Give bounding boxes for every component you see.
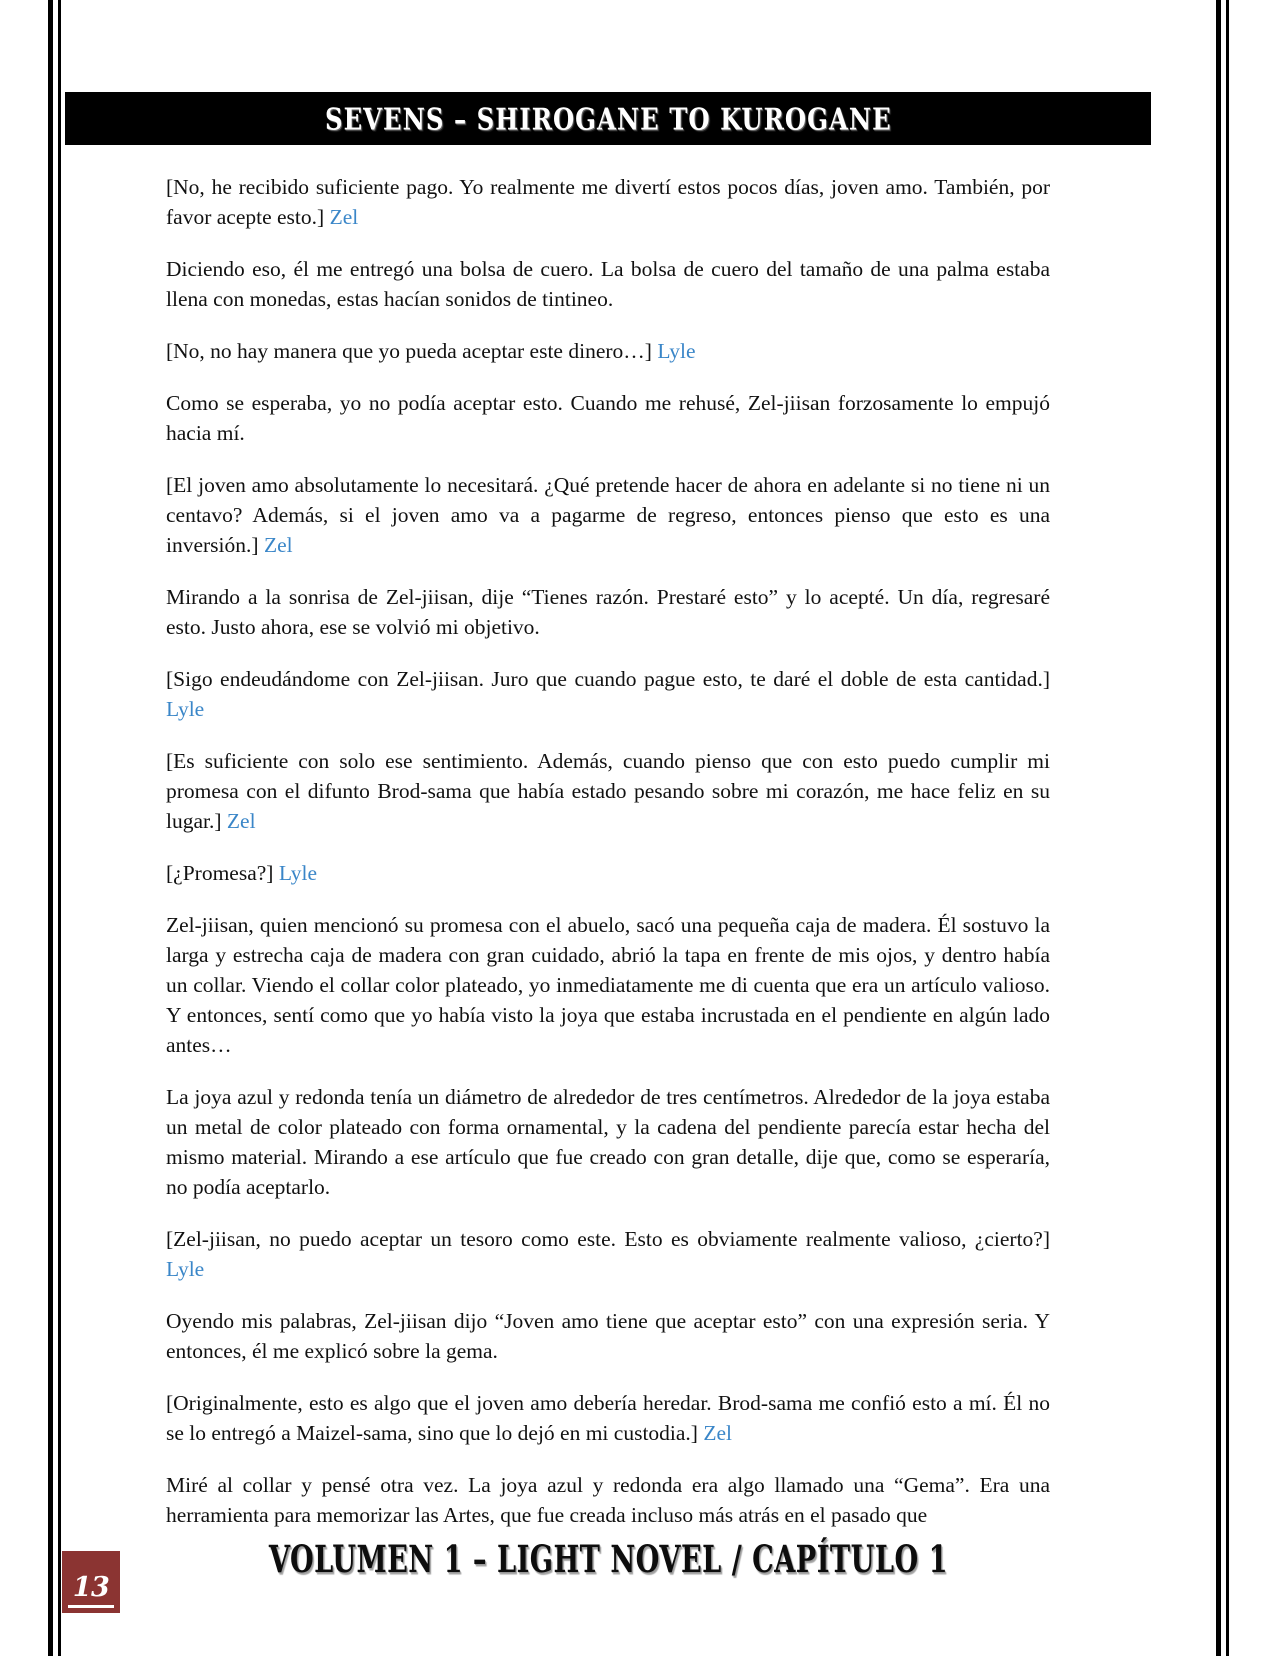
paragraph-text: [Es suficiente con solo ese sentimiento. Además, cuando pienso que con esto puedo cumplir mi promesa con el difunto Brod-sama que había estado pesando sobre mi corazón, me hace feliz en su lugar.] <box>166 749 1050 833</box>
body-paragraph <box>166 1306 1050 1366</box>
header-banner <box>65 92 1151 145</box>
body-paragraph <box>166 582 1050 642</box>
left-border-rule-outer <box>48 0 53 1656</box>
paragraph-text: Mirando a la sonrisa de Zel-jiisan, dije “Tienes razón. Prestaré esto” y lo acepté. Un día, regresaré esto. Justo ahora, ese se volvió mi objetivo. <box>166 585 1050 639</box>
paragraph-text: [Sigo endeudándome con Zel-jiisan. Juro que cuando pague esto, te daré el doble de esta cantidad.] <box>166 667 1050 691</box>
paragraph-text: [El joven amo absolutamente lo necesitará. ¿Qué pretende hacer de ahora en adelante si no tiene ni un centavo? Además, si el joven amo va a pagarme de regreso, entonces pienso que esto es una inversión.] <box>166 473 1050 557</box>
paragraph-text: Como se esperaba, yo no podía aceptar esto. Cuando me rehusé, Zel-jiisan forzosamente lo empujó hacia mí. <box>166 391 1050 445</box>
body-paragraph <box>166 910 1050 1060</box>
right-border-rule-outer <box>1216 0 1221 1656</box>
speaker-tag: Zel <box>226 809 256 833</box>
speaker-tag: Zel <box>329 205 359 229</box>
speaker-tag: Lyle <box>278 861 318 885</box>
speaker-tag: Zel <box>703 1421 732 1445</box>
body-paragraph <box>166 1082 1050 1202</box>
body-paragraph <box>166 172 1050 232</box>
body-paragraph <box>166 254 1050 314</box>
paragraph-text: [¿Promesa?] <box>166 861 279 885</box>
paragraph-text: [Originalmente, esto es algo que el joven amo debería heredar. Brod-sama me confió esto a mí. Él no se lo entregó a Maizel-sama, sino que lo dejó en mi custodia.] <box>166 1391 1050 1445</box>
paragraph-text: Miré al collar y pensé otra vez. La joya azul y redonda era algo llamado una “Gema”. Era una herramienta para memorizar las Artes, que fue creada incluso más atrás en el pasado que <box>166 1473 1050 1527</box>
body-paragraph <box>166 1470 1050 1530</box>
footer-chapter-label <box>166 1540 1050 1580</box>
paragraph-text: [Zel-jiisan, no puedo aceptar un tesoro como este. Esto es obviamente realmente valioso, ¿cierto?] <box>166 1227 1050 1251</box>
speaker-tag: Lyle <box>166 1257 205 1281</box>
page-number-value: 13 <box>72 1572 110 1603</box>
book-title: SEVENS – SHIROGANE TO KUROGANE <box>324 100 892 137</box>
speaker-tag: Lyle <box>166 697 205 721</box>
body-text-column <box>166 172 1050 1530</box>
body-paragraph <box>166 746 1050 836</box>
body-paragraph <box>166 1388 1050 1448</box>
paragraph-text: [No, he recibido suficiente pago. Yo realmente me divertí estos pocos días, joven amo. También, por favor acepte esto.] <box>166 175 1050 229</box>
paragraph-text: La joya azul y redonda tenía un diámetro de alrededor de tres centímetros. Alrededor de la joya estaba un metal de color plateado con forma ornamental, y la cadena del pendiente parecía estar hecha del mismo material. Mirando a ese artículo que fue creado con gran detalle, dije que, como se esperaría, no podía aceptarlo. <box>166 1085 1050 1199</box>
page-number-underline <box>68 1605 114 1608</box>
left-border-rule-inner <box>58 0 61 1656</box>
body-paragraph <box>166 1224 1050 1284</box>
paragraph-text: Oyendo mis palabras, Zel-jiisan dijo “Joven amo tiene que aceptar esto” con una expresión seria. Y entonces, él me explicó sobre la gema. <box>166 1309 1050 1363</box>
body-paragraph <box>166 388 1050 448</box>
page-number-badge <box>62 1551 120 1613</box>
paragraph-text: Zel-jiisan, quien mencionó su promesa con el abuelo, sacó una pequeña caja de madera. Él sostuvo la larga y estrecha caja de madera con gran cuidado, abrió la tapa en frente de mis ojos, y dentro había un collar. Viendo el collar color plateado, yo inmediatamente me di cuenta que era un artículo valioso. Y entonces, sentí como que yo había visto la joya que estaba incrustada en el pendiente en algún lado antes… <box>166 913 1050 1057</box>
body-paragraph <box>166 470 1050 560</box>
paragraph-text: [No, no hay manera que yo pueda aceptar este dinero…] <box>166 339 658 363</box>
body-paragraph <box>166 664 1050 724</box>
footer-chapter-label-text: VOLUMEN 1 – LIGHT NOVEL / CAPÍTULO 1 <box>268 1538 948 1582</box>
right-border-rule-inner <box>1226 0 1229 1656</box>
body-paragraph <box>166 858 1050 888</box>
paragraph-text: Diciendo eso, él me entregó una bolsa de cuero. La bolsa de cuero del tamaño de una palma estaba llena con monedas, estas hacían sonidos de tintineo. <box>166 257 1050 311</box>
body-paragraph <box>166 336 1050 366</box>
speaker-tag: Zel <box>263 533 293 557</box>
speaker-tag: Lyle <box>657 339 696 363</box>
